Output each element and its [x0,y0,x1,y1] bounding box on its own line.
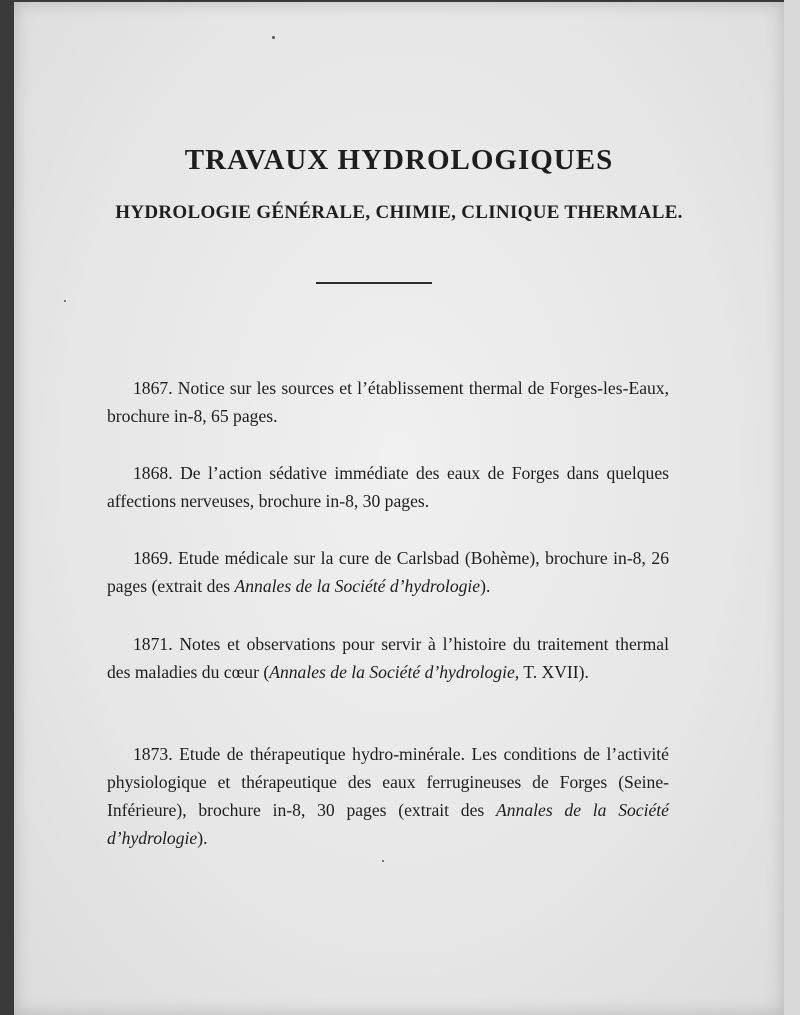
journal-title: Annales de la Société d’hydrologie [269,662,515,682]
bibliography-entry-1871 [107,630,669,686]
entry-text-end: , T. XVII). [514,662,589,682]
entry-text: Notes et observations pour servir à l’histoire du traitement thermal des maladies du cœur ( [107,634,669,682]
entry-text-end: ). [197,828,208,848]
entry-year: 1868. [133,463,173,483]
entry-text: Etude médicale sur la cure de Carlsbad (Bohème), brochure in-8, 26 pages (extrait des [107,548,669,596]
page-subtitle: HYDROLOGIE GÉNÉRALE, CHIMIE, CLINIQUE THERMALE. [115,202,683,223]
entry-text-end: ). [480,576,491,596]
bibliography-entry-1869 [107,544,669,600]
entry-text: Notice sur les sources et l’établissement thermal de Forges-les-Eaux, brochure in-8, 65 pages. [107,378,669,426]
entry-text: Etude de thérapeutique hydro-minérale. Les conditions de l’activité physiologique et thérapeutique des eaux ferrugineuses de Forges (Seine-Inférieure), brochure in-8, 30 pages (extrait des [107,744,669,820]
title-divider [316,282,432,284]
paper-speck [272,36,275,39]
paper-speck [382,860,384,862]
entry-year: 1871. [133,634,173,654]
entry-year: 1873. [133,744,173,764]
entry-year: 1869. [133,548,173,568]
bibliography-entry-1867 [107,374,669,430]
bibliography-entry-1868 [107,459,669,515]
entry-year: 1867. [133,378,173,398]
paper-speck [64,300,66,302]
page-title: TRAVAUX HYDROLOGIQUES [184,144,614,176]
bibliography-entry-1873 [107,740,669,852]
entry-text: De l’action sédative immédiate des eaux de Forges dans quelques affections nerveuses, brochure in-8, 30 pages. [107,463,669,511]
journal-title: Annales de la Société d’hydrologie [234,576,481,596]
page-edge [784,0,800,1015]
document-page [14,2,784,1015]
journal-title: Annales de la Société d’hydrologie [107,800,669,848]
